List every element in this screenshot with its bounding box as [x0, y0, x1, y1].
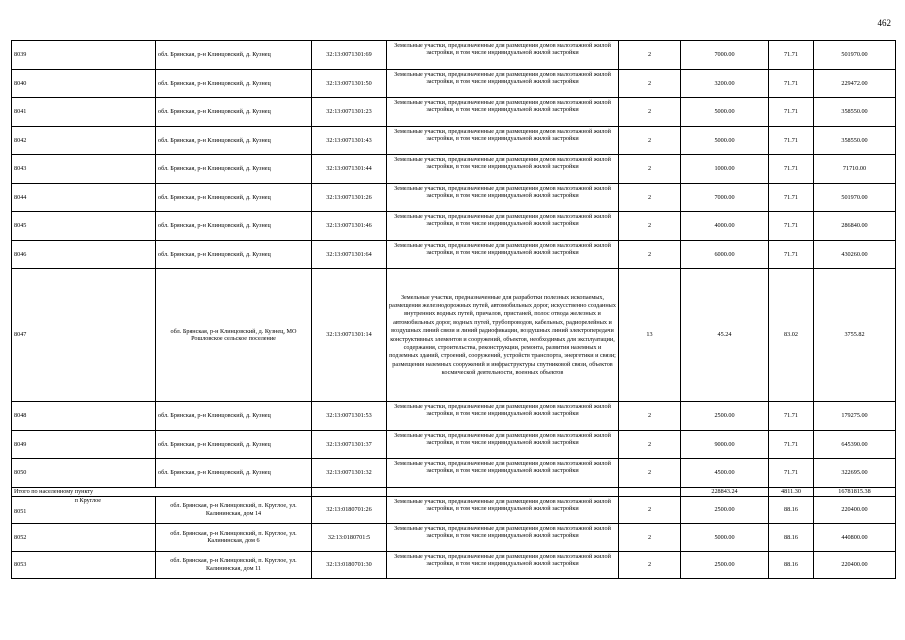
table-row — [12, 126, 896, 155]
table-row — [12, 41, 896, 70]
address-cell: обл. Брянская, р-н Клинцовский, п. Круглое, ул. Калининская, дом 14 — [156, 496, 312, 524]
table-row — [12, 98, 896, 127]
cadastral-value-cell: 645390.00 — [814, 430, 896, 459]
rate-cell: 71.71 — [769, 155, 814, 184]
cadastral-value-cell: 71710.00 — [814, 155, 896, 184]
address-cell: обл. Брянская, р-н Клинцовский, д. Кузнец — [156, 126, 312, 155]
table-row — [12, 183, 896, 212]
area-cell: 45.24 — [681, 269, 769, 402]
cadastral-value-cell: 179275.00 — [814, 402, 896, 431]
rate-cell: 88.16 — [769, 551, 814, 579]
cadastral-value-cell: 220400.00 — [814, 551, 896, 579]
cadastral-number-cell: 32:13:0071301:46 — [312, 212, 387, 241]
land-purpose-cell: Земельные участки, предназначенные для размещения домов малоэтажной жилой застройки, в том числе индивидуальной жилой застройки — [387, 41, 619, 70]
area-cell: 5000.00 — [681, 524, 769, 552]
rate-cell: 71.71 — [769, 212, 814, 241]
land-purpose-cell: Земельные участки, предназначенные для размещения домов малоэтажной жилой застройки, в том числе индивидуальной жилой застройки — [387, 69, 619, 98]
rate-cell: 71.71 — [769, 98, 814, 127]
table-row — [12, 269, 896, 402]
land-purpose-cell: Земельные участки, предназначенные для размещения домов малоэтажной жилой застройки, в том числе индивидуальной жилой застройки — [387, 155, 619, 184]
purpose-code-cell: 2 — [619, 402, 681, 431]
row-number-cell: 8041 — [12, 98, 156, 127]
empty-cell — [619, 487, 681, 496]
cadastral-number-cell: 32:13:0071301:50 — [312, 69, 387, 98]
total-label-cell: Итого по населенному пункту — [12, 487, 312, 496]
cadastral-number-cell: 32:13:0071301:32 — [312, 459, 387, 488]
cadastral-number-cell: 32:13:0071301:14 — [312, 269, 387, 402]
land-purpose-cell: Земельные участки, предназначенные для размещения домов малоэтажной жилой застройки, в том числе индивидуальной жилой застройки — [387, 212, 619, 241]
cadastral-value-cell: 286840.00 — [814, 212, 896, 241]
cadastral-value-cell: 358550.00 — [814, 98, 896, 127]
cadastral-number-cell: 32:13:0071301:43 — [312, 126, 387, 155]
total-area-cell: 228843.24 — [681, 487, 769, 496]
cadastral-number-cell: 32:13:0071301:23 — [312, 98, 387, 127]
cadastral-number-cell: 32:13:0071301:37 — [312, 430, 387, 459]
total-row — [12, 487, 896, 496]
land-purpose-cell: Земельные участки, предназначенные для размещения домов малоэтажной жилой застройки, в том числе индивидуальной жилой застройки — [387, 98, 619, 127]
total-value-cell: 16781815.38 — [814, 487, 896, 496]
area-cell: 5000.00 — [681, 98, 769, 127]
cadastral-number-cell: 32:13:0180701:5 — [312, 524, 387, 552]
rate-cell: 88.16 — [769, 524, 814, 552]
row-number-cell: 8039 — [12, 41, 156, 70]
land-purpose-cell: Земельные участки, предназначенные для размещения домов малоэтажной жилой застройки, в том числе индивидуальной жилой застройки — [387, 459, 619, 488]
address-cell: обл. Брянская, р-н Клинцовский, п. Круглое, ул. Калининская, дом 6 — [156, 524, 312, 552]
land-purpose-cell: Земельные участки, предназначенные для разработки полезных ископаемых, размещения железнодорожных путей, автомобильных дорог, искусственно созданных внутренних водных путей, причалов, пристаней, полос отвода железных и автомобильных дорог, водных путей, трубопроводов, кабельных, радиорелейных и воздушных линий связи и линий радиофикации, воздушных линий электропередачи конструктивных элементов и сооружений, объектов, необходимых для эксплуатации, содержания, строительства, реконструкции, ремонта, развития наземных и подземных зданий, строений, сооружений, устройств транспорта, энергетики и связи; размещения наземных сооружений и инфраструктуры спутниковой связи, объектов космической деятельности, военных объектов — [387, 269, 619, 402]
land-purpose-cell: Земельные участки, предназначенные для размещения домов малоэтажной жилой застройки, в том числе индивидуальной жилой застройки — [387, 496, 619, 524]
area-cell: 2500.00 — [681, 496, 769, 524]
row-number-cell: 8046 — [12, 240, 156, 269]
address-cell: обл. Брянская, р-н Клинцовский, д. Кузнец — [156, 459, 312, 488]
address-cell: обл. Брянская, р-н Клинцовский, д. Кузнец — [156, 155, 312, 184]
table-row — [12, 240, 896, 269]
area-cell: 3200.00 — [681, 69, 769, 98]
rate-cell: 71.71 — [769, 183, 814, 212]
land-purpose-cell: Земельные участки, предназначенные для размещения домов малоэтажной жилой застройки, в том числе индивидуальной жилой застройки — [387, 402, 619, 431]
cadastral-value-cell: 220400.00 — [814, 496, 896, 524]
area-cell: 4500.00 — [681, 459, 769, 488]
total-rate-cell: 4811.30 — [769, 487, 814, 496]
cadastral-value-cell: 358550.00 — [814, 126, 896, 155]
address-cell: обл. Брянская, р-н Клинцовский, д. Кузнец — [156, 430, 312, 459]
rate-cell: 83.02 — [769, 269, 814, 402]
rate-cell: 71.71 — [769, 459, 814, 488]
purpose-code-cell: 2 — [619, 524, 681, 552]
row-number-cell: 8052 — [12, 524, 156, 552]
purpose-code-cell: 2 — [619, 551, 681, 579]
page-number: 462 — [877, 18, 891, 28]
address-cell: обл. Брянская, р-н Клинцовский, д. Кузнец — [156, 212, 312, 241]
land-purpose-cell: Земельные участки, предназначенные для размещения домов малоэтажной жилой застройки, в том числе индивидуальной жилой застройки — [387, 551, 619, 579]
area-cell: 4000.00 — [681, 212, 769, 241]
row-number-cell: 8048 — [12, 402, 156, 431]
cadastral-value-cell: 440800.00 — [814, 524, 896, 552]
cadastral-value-cell: 229472.00 — [814, 69, 896, 98]
cadastral-number-cell: 32:13:0071301:26 — [312, 183, 387, 212]
cadastral-value-cell: 501970.00 — [814, 41, 896, 70]
row-number-cell: 8040 — [12, 69, 156, 98]
table-row — [12, 155, 896, 184]
row-number-cell: 8053 — [12, 551, 156, 579]
table-row — [12, 430, 896, 459]
land-purpose-cell: Земельные участки, предназначенные для размещения домов малоэтажной жилой застройки, в том числе индивидуальной жилой застройки — [387, 183, 619, 212]
table-row — [12, 496, 896, 524]
purpose-code-cell: 2 — [619, 240, 681, 269]
row-number-cell: 8042 — [12, 126, 156, 155]
table-row — [12, 69, 896, 98]
empty-cell — [387, 487, 619, 496]
purpose-code-cell: 2 — [619, 41, 681, 70]
area-cell: 7000.00 — [681, 41, 769, 70]
purpose-code-cell: 2 — [619, 126, 681, 155]
row-number-cell: 8047 — [12, 269, 156, 402]
land-valuation-table — [11, 40, 896, 579]
cadastral-value-cell: 501970.00 — [814, 183, 896, 212]
area-cell: 7000.00 — [681, 183, 769, 212]
land-purpose-cell: Земельные участки, предназначенные для размещения домов малоэтажной жилой застройки, в том числе индивидуальной жилой застройки — [387, 524, 619, 552]
purpose-code-cell: 13 — [619, 269, 681, 402]
table-row — [12, 402, 896, 431]
cadastral-number-cell: 32:13:0071301:64 — [312, 240, 387, 269]
address-cell: обл. Брянская, р-н Клинцовский, д. Кузнец — [156, 41, 312, 70]
locality-header: п Круглое — [74, 496, 101, 504]
row-number-cell: 8043 — [12, 155, 156, 184]
land-purpose-cell: Земельные участки, предназначенные для размещения домов малоэтажной жилой застройки, в том числе индивидуальной жилой застройки — [387, 240, 619, 269]
row-number-cell: 8045 — [12, 212, 156, 241]
area-cell: 2500.00 — [681, 551, 769, 579]
cadastral-number-cell: 32:13:0071301:44 — [312, 155, 387, 184]
cadastral-number-cell: 32:13:0071301:53 — [312, 402, 387, 431]
address-cell: обл. Брянская, р-н Клинцовский, д. Кузнец, МО Рошловское сельское поселение — [156, 269, 312, 402]
purpose-code-cell: 2 — [619, 496, 681, 524]
area-cell: 5000.00 — [681, 126, 769, 155]
cadastral-value-cell: 3755.82 — [814, 269, 896, 402]
rate-cell: 71.71 — [769, 430, 814, 459]
purpose-code-cell: 2 — [619, 459, 681, 488]
empty-cell — [312, 487, 387, 496]
row-number-cell: 8044 — [12, 183, 156, 212]
address-cell: обл. Брянская, р-н Клинцовский, д. Кузнец — [156, 183, 312, 212]
row-number-cell: 8050 — [12, 459, 156, 488]
rate-cell: 71.71 — [769, 240, 814, 269]
rate-cell: 71.71 — [769, 126, 814, 155]
purpose-code-cell: 2 — [619, 155, 681, 184]
purpose-code-cell: 2 — [619, 98, 681, 127]
address-cell: обл. Брянская, р-н Клинцовский, д. Кузнец — [156, 69, 312, 98]
table-row — [12, 459, 896, 488]
area-cell: 9000.00 — [681, 430, 769, 459]
area-cell: 6000.00 — [681, 240, 769, 269]
address-cell: обл. Брянская, р-н Клинцовский, п. Круглое, ул. Калининская, дом 11 — [156, 551, 312, 579]
cadastral-number-cell: 32:13:0180701:30 — [312, 551, 387, 579]
row-number-text: 8051 — [14, 507, 27, 515]
land-purpose-cell: Земельные участки, предназначенные для размещения домов малоэтажной жилой застройки, в том числе индивидуальной жилой застройки — [387, 126, 619, 155]
row-number-cell: 8049 — [12, 430, 156, 459]
rate-cell: 71.71 — [769, 41, 814, 70]
address-cell: обл. Брянская, р-н Клинцовский, д. Кузнец — [156, 402, 312, 431]
table-row — [12, 524, 896, 552]
cadastral-value-cell: 322695.00 — [814, 459, 896, 488]
land-purpose-cell: Земельные участки, предназначенные для размещения домов малоэтажной жилой застройки, в том числе индивидуальной жилой застройки — [387, 430, 619, 459]
table-row — [12, 551, 896, 579]
cadastral-number-cell: 32:13:0180701:26 — [312, 496, 387, 524]
purpose-code-cell: 2 — [619, 212, 681, 241]
row-number-cell — [12, 496, 156, 524]
cadastral-value-cell: 430260.00 — [814, 240, 896, 269]
purpose-code-cell: 2 — [619, 69, 681, 98]
table-row — [12, 212, 896, 241]
purpose-code-cell: 2 — [619, 183, 681, 212]
cadastral-number-cell: 32:13:0071301:69 — [312, 41, 387, 70]
area-cell: 2500.00 — [681, 402, 769, 431]
purpose-code-cell: 2 — [619, 430, 681, 459]
address-cell: обл. Брянская, р-н Клинцовский, д. Кузнец — [156, 98, 312, 127]
rate-cell: 71.71 — [769, 402, 814, 431]
rate-cell: 71.71 — [769, 69, 814, 98]
address-cell: обл. Брянская, р-н Клинцовский, д. Кузнец — [156, 240, 312, 269]
area-cell: 1000.00 — [681, 155, 769, 184]
rate-cell: 88.16 — [769, 496, 814, 524]
